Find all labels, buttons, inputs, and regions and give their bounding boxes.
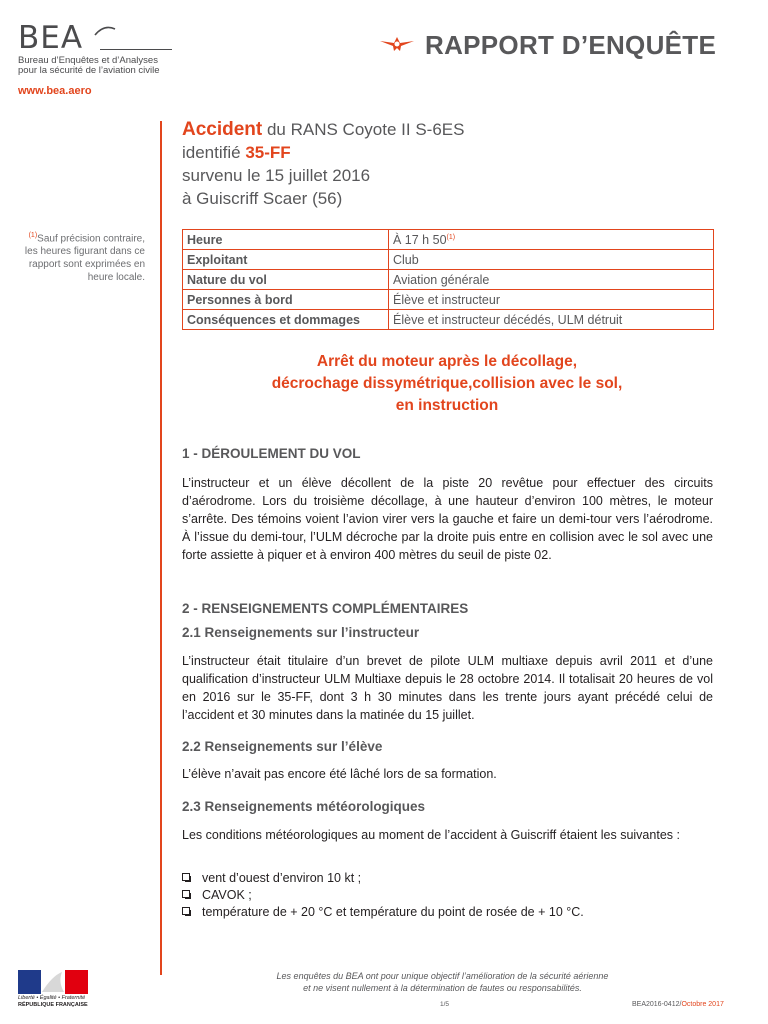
republique-francaise-text: Liberté • Égalité • Fraternité RÉPUBLIQUE FRANÇAISE — [18, 995, 88, 1008]
report-headline: Arrêt du moteur après le décollage, décrochage dissymétrique,collision avec le sol, en instruction — [271, 353, 623, 414]
section-paragraph: L’instructeur était titulaire d’un brevet de pilote ULM multiaxe depuis avril 2011 et d’une qualification d’instructeur ULM Multiaxe depuis le 28 octobre 2014. Il totalisait 20 heures de vol en 2016 sur le 35-FF, dont 3 h 30 minutes dans les trente jours ayant précédé celui de l’accident et 30 minutes dans la matinée du 15 juillet. — [182, 654, 713, 722]
subsection-heading: 2.1 Renseignements sur l’instructeur — [182, 625, 420, 640]
row-label: Conséquences et dommages — [183, 310, 389, 330]
section-paragraph: L’instructeur et un élève décollent de la piste 20 revêtue pour effectuer des circuits d’aérodrome. Lors du troisième décollage, à une hauteur d’environ 100 mètres, le moteur s’arrête. Des témoins voient l’avion virer vers la gauche et faire un demi-tour vers l’aérodrome. À l’issue du demi-tour, l’ULM décroche par la droite puis entre en collision avec le sol avec une forte assiette à piquer et à environ 400 mètres du seuil de piste 02. — [182, 476, 713, 562]
aircraft-emblem-icon — [380, 33, 414, 55]
list-item: CAVOK ; — [182, 887, 584, 904]
accident-summary-table — [182, 229, 714, 330]
time-footnote: $^{(1)}$Sauf précision contraire, les heures figurant dans ce rapport sont exprimées en heure locale. — [24, 232, 145, 284]
page-number: 1/5 — [440, 1001, 450, 1008]
subsection-heading: 2.2 Renseignements sur l’élève — [182, 739, 383, 754]
row-label: Exploitant — [183, 250, 389, 270]
bea-logo: BEA — [18, 20, 84, 56]
document-reference: BEA2016-0412/Octobre 2017 — [632, 1001, 724, 1008]
list-item: vent d’ouest d’environ 10 kt ; — [182, 870, 584, 887]
organisation-name: Bureau d’Enquêtes et d’Analyses pour la sécurité de l’aviation civile — [18, 55, 160, 76]
table-row — [183, 310, 714, 330]
row-value: Élève et instructeur décédés, ULM détruit — [389, 310, 714, 330]
logo-underline — [100, 49, 172, 50]
republique-francaise-logo-icon — [18, 970, 88, 994]
table-row — [183, 290, 714, 310]
disclaimer: Les enquêtes du BEA ont pour unique objectif l’amélioration de la sécurité aérienne et ne visent nullement à la détermination de fautes ou responsabilités. — [276, 971, 609, 993]
checkbox-bullet-icon — [182, 907, 190, 915]
row-value: Élève et instructeur — [389, 290, 714, 310]
table-row — [183, 230, 714, 250]
footnote-marker: (1) — [446, 233, 456, 241]
list-item: température de + 20 °C et température du point de rosée de + 10 °C. — [182, 904, 584, 921]
checkbox-bullet-icon — [182, 890, 190, 898]
section-heading: 2 - RENSEIGNEMENTS COMPLÉMENTAIRES — [182, 601, 469, 616]
subsection-heading: 2.3 Renseignements météorologiques — [182, 799, 426, 814]
row-value: Aviation générale — [389, 270, 714, 290]
section-paragraph: Les conditions météorologiques au moment de l’accident à Guiscriff étaient les suivantes : — [182, 828, 680, 842]
website-link[interactable]: www.bea.aero — [18, 85, 92, 97]
weather-list — [182, 870, 584, 921]
row-value: À 17 h 50$^{(1)}$ — [389, 230, 714, 250]
bea-logo-swoosh-icon — [94, 26, 116, 36]
row-label: Personnes à bord — [183, 290, 389, 310]
event-location: à Guiscriff Scaer (56) — [182, 189, 343, 208]
table-row — [183, 270, 714, 290]
report-title: RAPPORT D’ENQUÊTE — [425, 30, 717, 60]
section-heading: 1 - DÉROULEMENT DU VOL — [182, 446, 361, 461]
row-label: Nature du vol — [183, 270, 389, 290]
checkbox-bullet-icon — [182, 873, 190, 881]
row-value: Club — [389, 250, 714, 270]
registration: 35-FF — [245, 143, 291, 162]
accident-title: Accident du RANS Coyote II S-6ES identifié 35-FF survenu le 15 juillet 2016 à Guiscriff Scaer (56) — [182, 119, 465, 208]
section-paragraph: L’élève n’avait pas encore été lâché lors de sa formation. — [182, 767, 497, 781]
event-type: Accident — [182, 119, 263, 140]
row-label: Heure — [183, 230, 389, 250]
event-date: survenu le 15 juillet 2016 — [182, 166, 371, 185]
table-row — [183, 250, 714, 270]
margin-rule — [160, 121, 162, 975]
